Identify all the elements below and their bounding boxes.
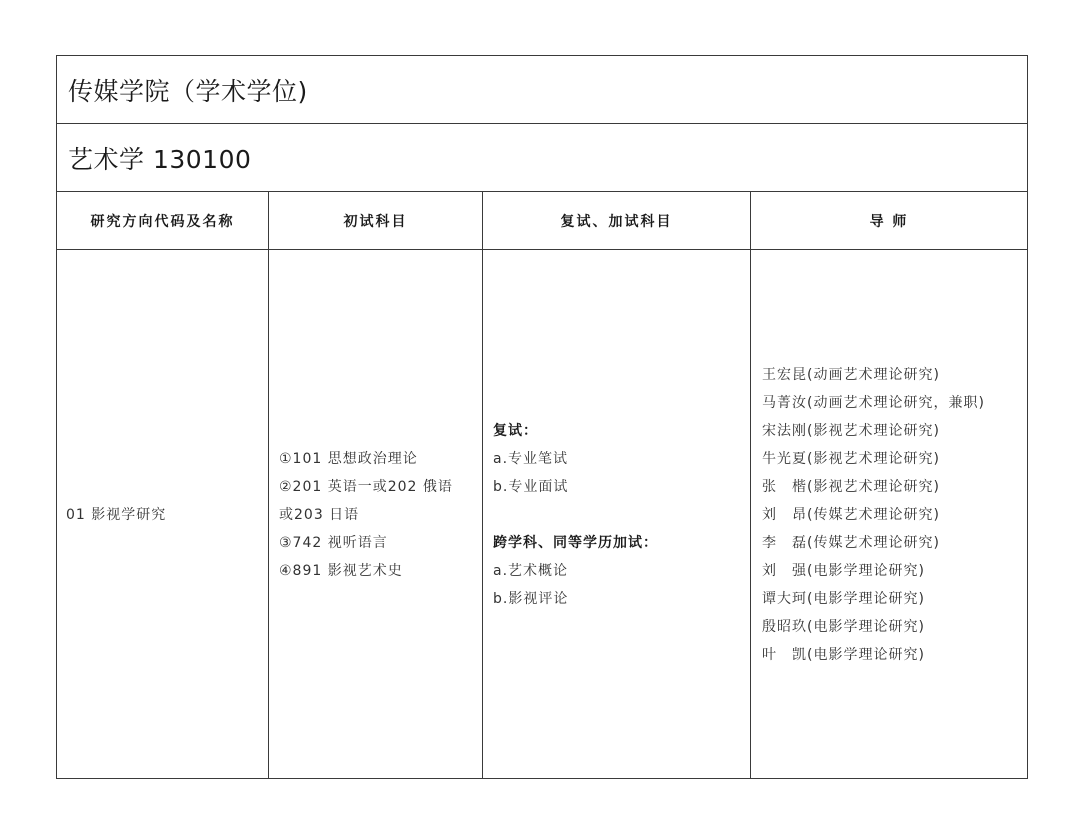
supervisor-entry: 刘 昂(传媒艺术理论研究) [762,506,940,523]
extra-exam-item: a.艺术概论 [493,562,569,579]
supervisor-entry: 王宏昆(动画艺术理论研究) [762,366,940,383]
supervisor-entry: 马菁汝(动画艺术理论研究，兼职) [762,394,985,411]
exam-subject: ②201 英语一或202 俄语 [279,478,453,495]
retest-item: a.专业笔试 [493,450,569,467]
supervisor-entry: 张 楷(影视艺术理论研究) [762,478,940,495]
supervisor-entry: 叶 凯(电影学理论研究) [762,646,925,663]
retest-heading: 复试： [493,422,538,439]
supervisor-entry: 宋法刚(影视艺术理论研究) [762,422,940,439]
supervisor-entry: 殷昭玖(电影学理论研究) [762,618,925,635]
admissions-table [56,55,1028,779]
direction-text: 01 影视学研究 [66,506,167,523]
header-retest: 复试、加试科目 [482,192,750,250]
header-direction: 研究方向代码及名称 [57,192,268,250]
supervisor-entry: 李 磊(传媒艺术理论研究) [762,534,940,551]
exam-subject: 或203 日语 [279,506,360,523]
supervisor-entry: 刘 强(电影学理论研究) [762,562,925,579]
retest-item: b.专业面试 [493,478,569,495]
exam-subject: ④891 影视艺术史 [279,562,403,579]
course-grid [57,192,1027,779]
header-initial-exam: 初试科目 [268,192,482,250]
cell-initial-exam [268,250,482,779]
header-supervisors: 导 师 [750,192,1027,250]
supervisor-entry: 牛光夏(影视艺术理论研究) [762,450,940,467]
extra-exam-heading: 跨学科、同等学历加试： [493,534,658,551]
college-title: 传媒学院（学术学位) [57,56,1027,124]
supervisor-entry: 谭大珂(电影学理论研究) [762,590,925,607]
cell-supervisors [750,250,1027,779]
cell-retest [482,250,750,779]
exam-subject: ①101 思想政治理论 [279,450,418,467]
major-title: 艺术学 130100 [57,124,1027,192]
spacer [493,501,750,529]
exam-subject: ③742 视听语言 [279,534,388,551]
cell-direction [57,250,268,779]
extra-exam-item: b.影视评论 [493,590,569,607]
